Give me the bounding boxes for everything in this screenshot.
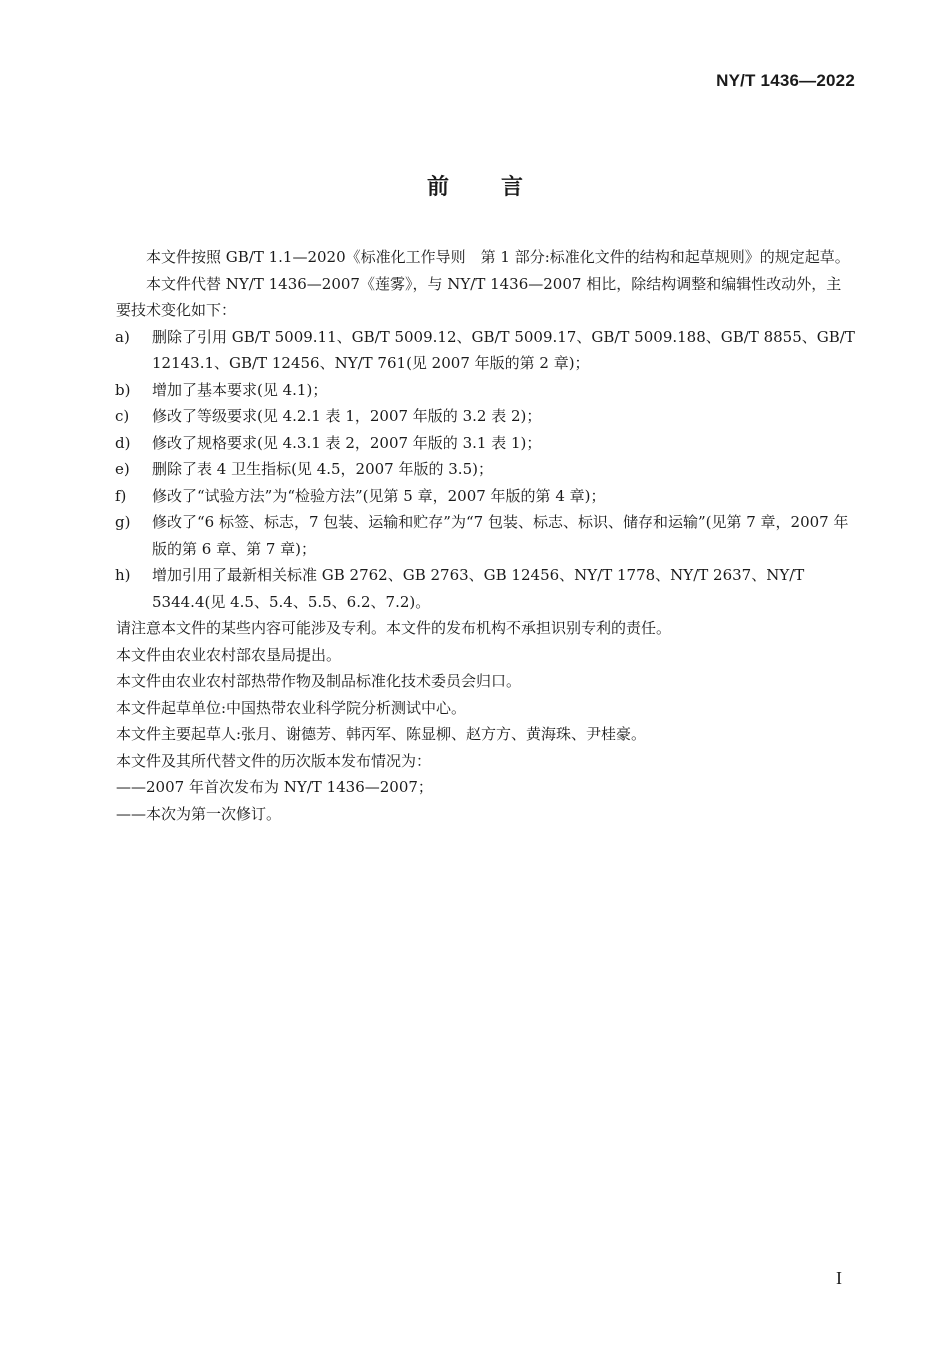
list-marker: g) [115, 513, 131, 531]
closing-paragraph: 本文件起草单位:中国热带农业科学院分析测试中心。 [116, 698, 467, 717]
list-marker: h) [115, 566, 131, 584]
closing-paragraph: 本文件由农业农村部热带作物及制品标准化技术委员会归口。 [116, 672, 522, 690]
foreword-body [116, 244, 856, 827]
list-marker: b) [115, 380, 131, 399]
list-item-text: 删除了引用 GB/T 5009.11、GB/T 5009.12、GB/T 5009.17、GB/T 5009.188、GB/T 8855、GB/T 12143.1、GB/T 12456、NY/T 761(见 2007 年版的第 2 章)； [152, 327, 855, 372]
list-item-text: 修改了“试验方法”为“检验方法”(见第 5 章，2007 年版的第 4 章)； [152, 486, 606, 505]
list-marker: f) [115, 486, 127, 505]
page-title: 前言 [426, 175, 575, 200]
list-item [116, 509, 856, 562]
list-item-text: 修改了“6 标签、标志，7 包装、运输和贮存”为“7 包装、标志、标识、储存和运输”(见第 7 章，2007 年版的第 6 章、第 7 章)； [152, 513, 849, 558]
intro-paragraph: 本文件代替 NY/T 1436—2007《莲雾》，与 NY/T 1436—2007 相比，除结构调整和编辑性改动外，主要技术变化如下： [116, 274, 842, 319]
intro-paragraph: 本文件按照 GB/T 1.1—2020《标准化工作导则 第 1 部分:标准化文件的结构和起草规则》的规定起草。 [146, 248, 850, 266]
list-marker: e) [115, 460, 130, 478]
list-item [116, 324, 856, 377]
list-item-text: 增加了基本要求(见 4.1)； [152, 380, 328, 399]
document-code: NY/T 1436—2022 [716, 71, 855, 90]
technical-changes-list [116, 324, 856, 616]
list-item [116, 377, 856, 404]
list-item-text: 删除了表 4 卫生指标(见 4.5，2007 年版的 3.5)； [152, 460, 493, 478]
list-item-text: 修改了等级要求(见 4.2.1 表 1，2007 年版的 3.2 表 2)； [152, 407, 542, 425]
list-item-text: 增加引用了最新相关标准 GB 2762、GB 2763、GB 12456、NY/T 1778、NY/T 2637、NY/T 5344.4(见 4.5、5.4、5.5、6.2、7.2)。 [152, 566, 805, 611]
list-marker: c) [115, 407, 130, 425]
history-entry: ——2007 年首次发布为 NY/T 1436—2007； [116, 778, 433, 796]
closing-paragraph: 本文件主要起草人:张月、谢德芳、韩丙军、陈显柳、赵方方、黄海珠、尹桂豪。 [116, 725, 647, 743]
closing-paragraph: 本文件由农业农村部农垦局提出。 [116, 645, 342, 664]
list-item [116, 456, 856, 483]
list-item [116, 483, 856, 510]
list-item [116, 562, 856, 615]
closing-paragraph: 本文件及其所代替文件的历次版本发布情况为： [116, 751, 432, 770]
history-entry: ——本次为第一次修订。 [116, 804, 282, 823]
list-marker: a) [115, 327, 130, 346]
page-number: I [836, 1268, 842, 1288]
closing-paragraph: 请注意本文件的某些内容可能涉及专利。本文件的发布机构不承担识别专利的责任。 [116, 619, 672, 637]
list-marker: d) [115, 433, 131, 452]
list-item [116, 403, 856, 430]
list-item-text: 修改了规格要求(见 4.3.1 表 2，2007 年版的 3.1 表 1)； [152, 433, 542, 452]
list-item [116, 430, 856, 457]
